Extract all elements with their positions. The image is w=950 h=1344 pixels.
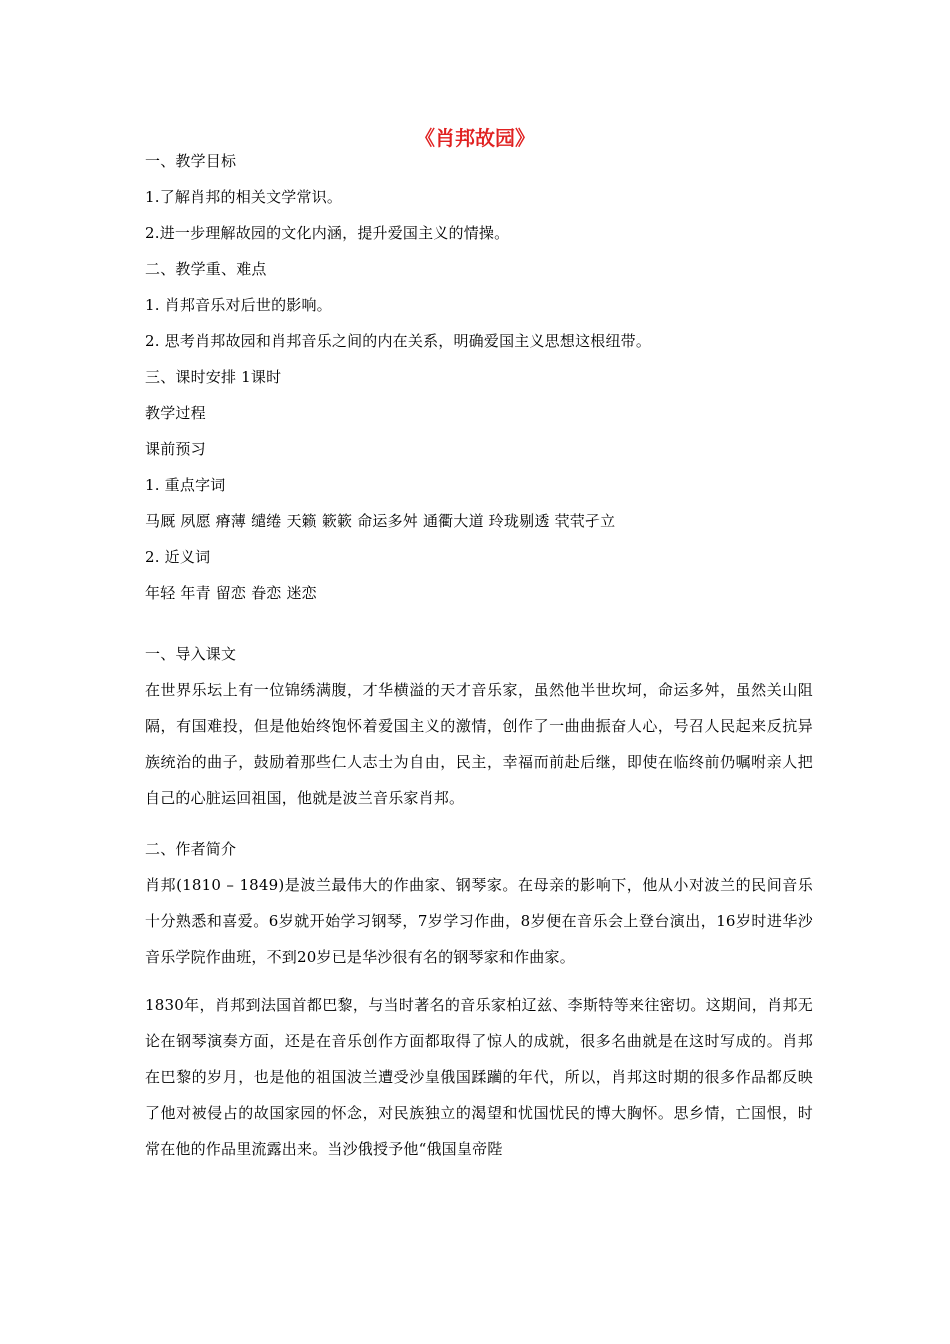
process-heading: 教学过程 [145,404,206,422]
intro-heading: 一、导入课文 [145,645,237,663]
author-paragraph-1: 肖邦(1810 – 1849)是波兰最伟大的作曲家、钢琴家。在母亲的影响下，他从小对波兰的民间音乐十分熟悉和喜爱。6岁就开始学习钢琴，7岁学习作曲，8岁便在音乐会上登台演出，16岁时进华沙音乐学院作曲班，不到20岁已是华沙很有名的钢琴家和作曲家。 [145,876,813,966]
synonyms-heading: 2. 近义词 [145,548,211,566]
objectives-heading: 一、教学目标 [145,152,237,170]
intro-paragraph: 在世界乐坛上有一位锦绣满腹，才华横溢的天才音乐家，虽然他半世坎坷，命运多舛，虽然关山阻隔，有国难投，但是他始终饱怀着爱国主义的激情，创作了一曲曲振奋人心，号召人民起来反抗异族统治的曲子，鼓励着那些仁人志士为自由，民主，幸福而前赴后继，即使在临终前仍嘱咐亲人把自己的心脏运回祖国，他就是波兰音乐家肖邦。 [145,681,813,807]
synonyms-list: 年轻 年青 留恋 眷恋 迷恋 [145,584,317,602]
schedule-line: 三、课时安排 1课时 [145,368,282,386]
vocab-list: 马厩 夙愿 瘠薄 缱绻 天籁 簌簌 命运多舛 通衢大道 玲珑剔透 茕茕孑立 [145,512,616,530]
document-title: 《肖邦故园》 [415,126,535,150]
author-heading: 二、作者简介 [145,840,237,858]
vocab-heading: 1. 重点字词 [145,476,226,494]
key-points-heading: 二、教学重、难点 [145,260,267,278]
key-point-item-2: 2. 思考肖邦故园和肖邦音乐之间的内在关系，明确爱国主义思想这根纽带。 [145,332,652,350]
objective-item-2: 2.进一步理解故园的文化内涵，提升爱国主义的情操。 [145,224,510,242]
author-paragraph-2: 1830年，肖邦到法国首都巴黎，与当时著名的音乐家柏辽兹、李斯特等来往密切。这期间，肖邦无论在钢琴演奏方面，还是在音乐创作方面都取得了惊人的成就，很多名曲就是在这时写成的。肖邦在巴黎的岁月，也是他的祖国波兰遭受沙皇俄国蹂躏的年代，所以，肖邦这时期的很多作品都反映了他对被侵占的故国家园的怀念，对民族独立的渴望和忧国忧民的博大胸怀。思乡情，亡国恨，时常在他的作品里流露出来。当沙俄授予他“俄国皇帝陛 [145,996,813,1158]
preview-heading: 课前预习 [145,440,206,458]
key-point-item-1: 1. 肖邦音乐对后世的影响。 [145,296,332,314]
objective-item-1: 1.了解肖邦的相关文学常识。 [145,188,343,206]
